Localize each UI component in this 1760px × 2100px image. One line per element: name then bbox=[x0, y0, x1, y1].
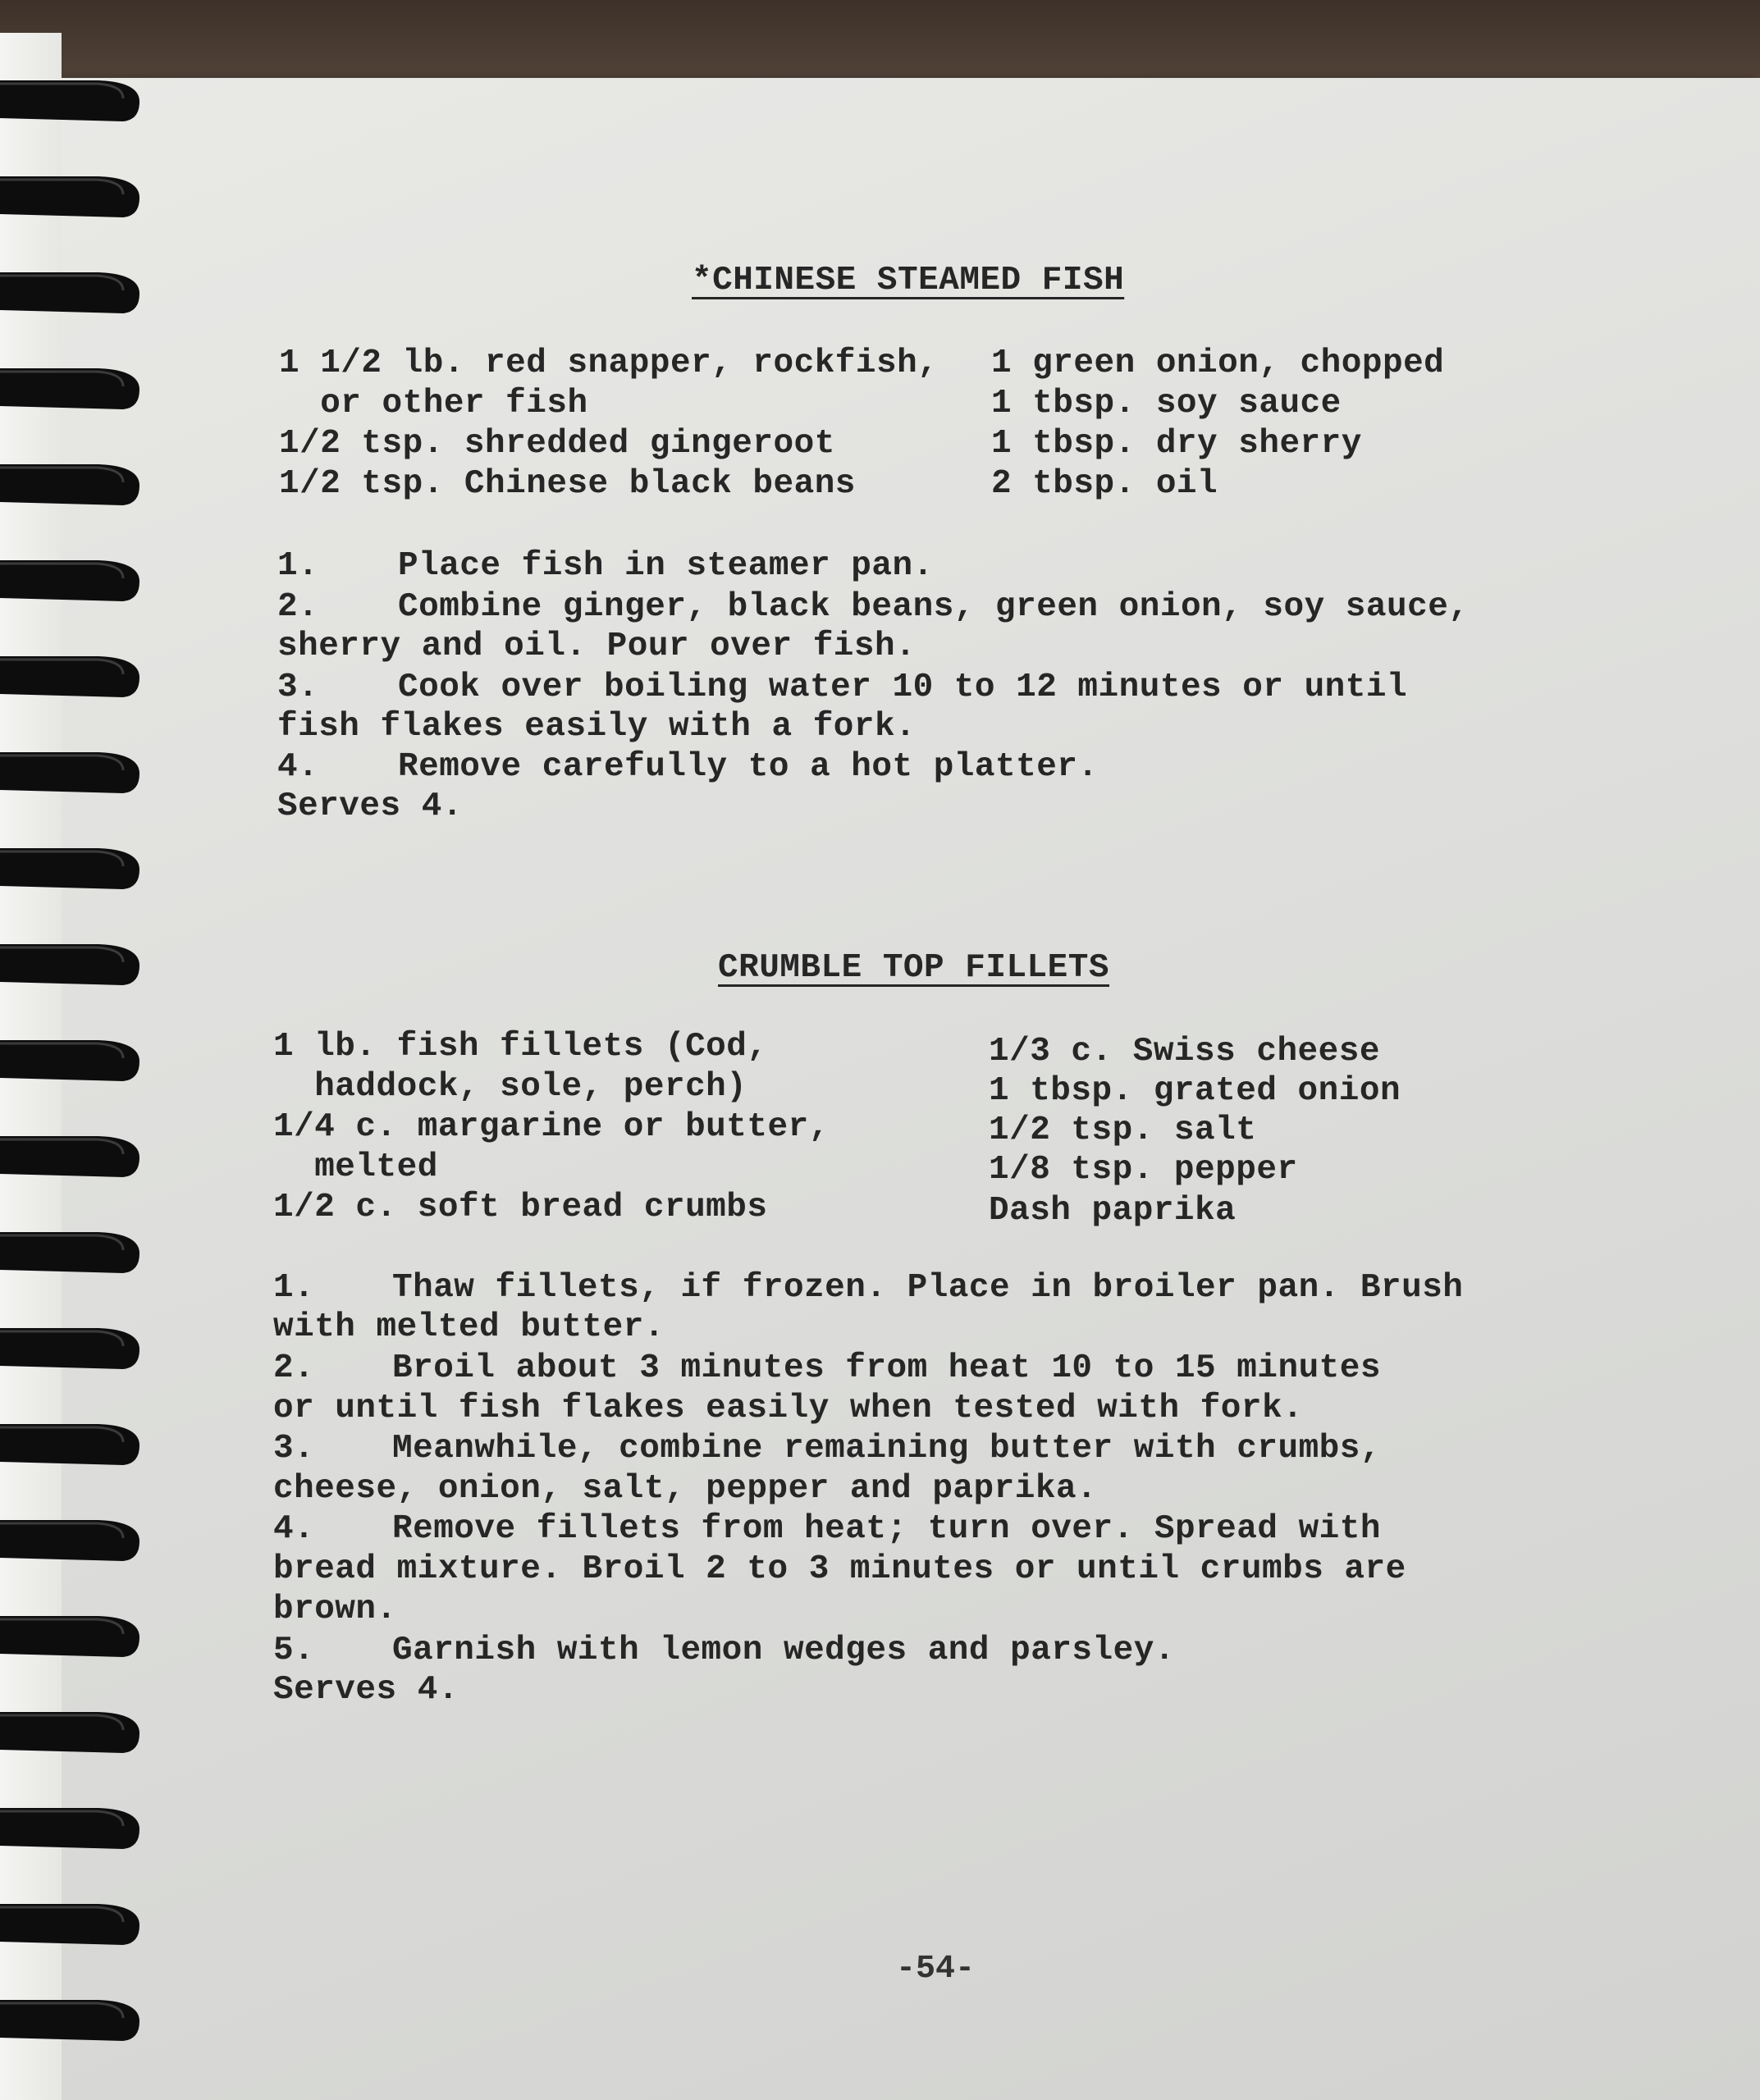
ingredient-line: melted bbox=[273, 1148, 438, 1186]
step-text-continued: or until fish flakes easily when tested with fork. bbox=[273, 1390, 1304, 1427]
step-number: 3. bbox=[273, 1430, 315, 1468]
binding-coil bbox=[0, 938, 144, 988]
step-number: 1. bbox=[273, 1269, 315, 1307]
ingredient-line: 1 tbsp. dry sherry bbox=[991, 425, 1362, 463]
ingredient-line: 1/2 tsp. shredded gingeroot bbox=[279, 425, 835, 463]
binding-coil bbox=[0, 1130, 144, 1180]
serving-size: Serves 4. bbox=[273, 1671, 459, 1709]
step-text-continued: fish flakes easily with a fork. bbox=[277, 708, 917, 746]
step-text-continued: with melted butter. bbox=[273, 1308, 665, 1346]
step-text-continued: bread mixture. Broil 2 to 3 minutes or until crumbs are bbox=[273, 1550, 1406, 1588]
step-number: 3. bbox=[277, 669, 319, 706]
binding-coil bbox=[0, 1034, 144, 1084]
binding-coil bbox=[0, 1801, 144, 1852]
step-text: Place fish in steamer pan. bbox=[398, 547, 934, 585]
ingredient-line: 1/8 tsp. pepper bbox=[989, 1151, 1298, 1189]
step-text-continued: cheese, onion, salt, pepper and paprika. bbox=[273, 1470, 1098, 1508]
step-number: 1. bbox=[277, 547, 319, 585]
ingredient-line: 1/2 c. soft bread crumbs bbox=[273, 1189, 768, 1226]
step-number: 5. bbox=[273, 1632, 315, 1669]
step-text-continued: brown. bbox=[273, 1591, 397, 1628]
ingredient-line: 1/4 c. margarine or butter, bbox=[273, 1108, 830, 1146]
step-text: Garnish with lemon wedges and parsley. bbox=[392, 1632, 1175, 1669]
ingredient-line: Dash paprika bbox=[989, 1192, 1237, 1230]
ingredient-line: or other fish bbox=[279, 385, 588, 422]
ingredient-line: 1 lb. fish fillets (Cod, bbox=[273, 1028, 768, 1066]
step-number: 2. bbox=[273, 1349, 315, 1387]
step-text-continued: sherry and oil. Pour over fish. bbox=[277, 628, 917, 665]
ingredient-line: 1 green onion, chopped bbox=[991, 345, 1445, 382]
recipe-title: *CHINESE STEAMED FISH bbox=[692, 262, 1125, 299]
step-text: Thaw fillets, if frozen. Place in broiler pan. Brush bbox=[392, 1269, 1464, 1307]
binding-coil bbox=[0, 1609, 144, 1660]
binding-coil bbox=[0, 842, 144, 892]
binding-coil bbox=[0, 1705, 144, 1756]
binding-coil bbox=[0, 458, 144, 509]
serving-size: Serves 4. bbox=[277, 788, 463, 825]
binding-coil bbox=[0, 1993, 144, 2044]
step-text: Remove fillets from heat; turn over. Spread with bbox=[392, 1510, 1381, 1548]
ingredient-line: 1/3 c. Swiss cheese bbox=[989, 1033, 1380, 1071]
ingredient-line: 1 tbsp. grated onion bbox=[989, 1072, 1401, 1110]
step-text: Cook over boiling water 10 to 12 minutes or until bbox=[398, 669, 1408, 706]
binding-coil bbox=[0, 1897, 144, 1948]
binding-coil bbox=[0, 170, 144, 221]
binding-coil bbox=[0, 1226, 144, 1276]
step-number: 4. bbox=[273, 1510, 315, 1548]
binding-coil bbox=[0, 650, 144, 701]
binding-coil bbox=[0, 74, 144, 125]
step-text: Broil about 3 minutes from heat 10 to 15 minutes bbox=[392, 1349, 1381, 1387]
step-text: Meanwhile, combine remaining butter with crumbs, bbox=[392, 1430, 1381, 1468]
binding-coil bbox=[0, 1322, 144, 1372]
ingredient-line: 2 tbsp. oil bbox=[991, 465, 1218, 503]
step-number: 2. bbox=[277, 588, 319, 626]
recipe-title: CRUMBLE TOP FILLETS bbox=[718, 949, 1109, 987]
ingredient-line: 1/2 tsp. salt bbox=[989, 1112, 1257, 1149]
ingredient-line: 1/2 tsp. Chinese black beans bbox=[279, 465, 856, 503]
step-number: 4. bbox=[277, 748, 319, 786]
binding-coil bbox=[0, 554, 144, 605]
binding-coil bbox=[0, 1418, 144, 1468]
ingredient-line: 1 tbsp. soy sauce bbox=[991, 385, 1342, 422]
binding-coil bbox=[0, 1513, 144, 1564]
step-text: Remove carefully to a hot platter. bbox=[398, 748, 1099, 786]
page-number: -54- bbox=[895, 1951, 975, 1988]
binding-coil bbox=[0, 746, 144, 797]
ingredient-line: haddock, sole, perch) bbox=[273, 1068, 747, 1106]
binding-coil bbox=[0, 362, 144, 413]
step-text: Combine ginger, black beans, green onion, soy sauce, bbox=[398, 588, 1470, 626]
ingredient-line: 1 1/2 lb. red snapper, rockfish, bbox=[279, 345, 939, 382]
binding-coil bbox=[0, 266, 144, 317]
